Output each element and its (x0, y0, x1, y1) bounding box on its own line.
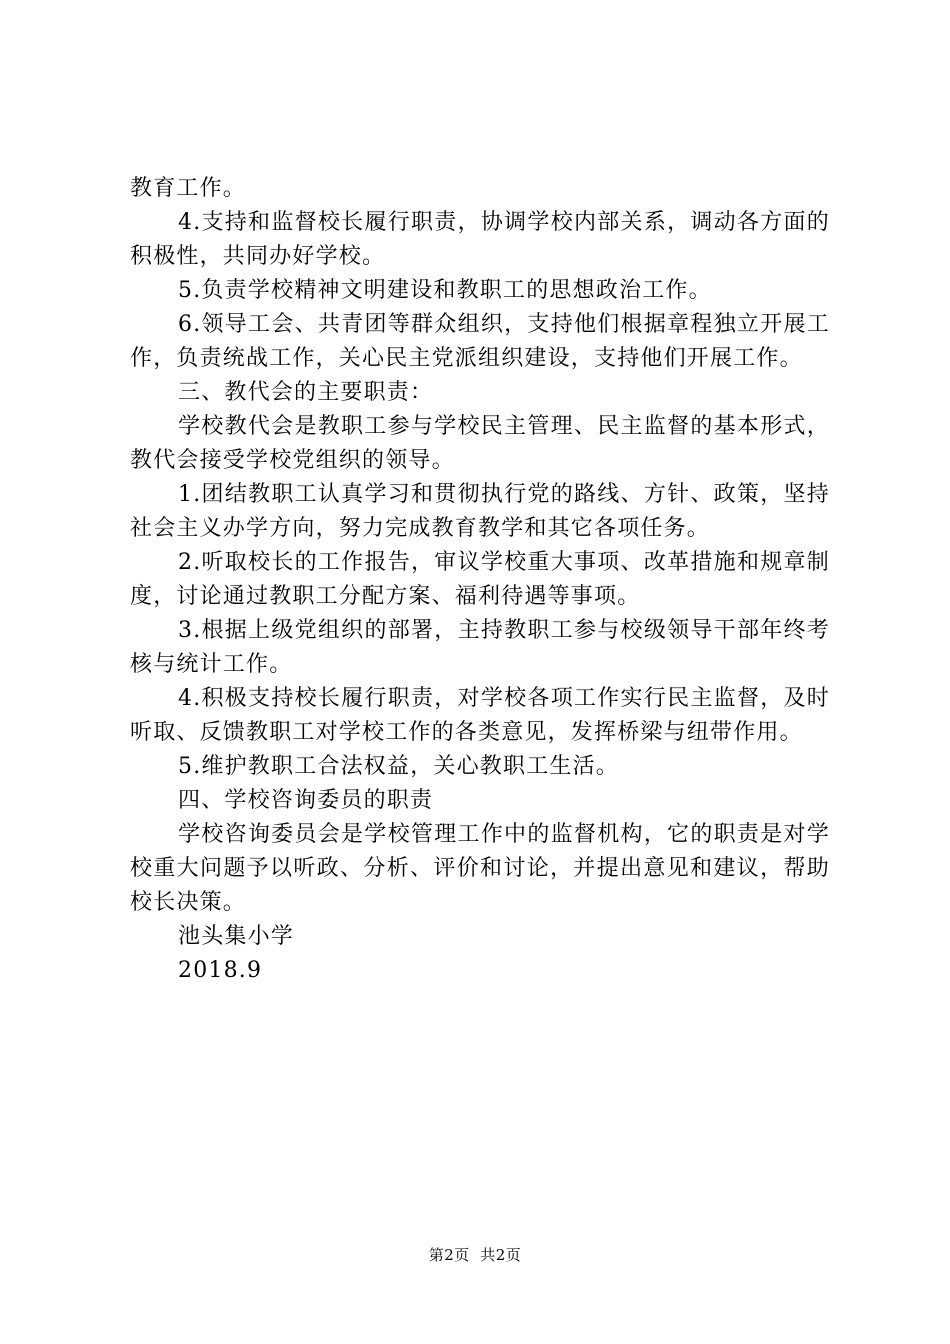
paragraph-congress-item-4: 4.积极支持校长履行职责，对学校各项工作实行民主监督，及时听取、反馈教职工对学校工作的各类意见，发挥桥梁与纽带作用。 (130, 686, 830, 745)
signature-date: 2018.9 (178, 958, 263, 983)
page-footer (0, 1244, 950, 1265)
paragraph-congress-item-1: 1.团结教职工认真学习和贯彻执行党的路线、方针、政策，坚持社会主义办学方向，努力完成教育教学和其它各项任务。 (130, 482, 830, 541)
signature-school-name: 池头集小学 (178, 924, 295, 949)
section-heading-4: 四、学校咨询委员的职责 (178, 788, 434, 813)
paragraph-congress-item-2: 2.听取校长的工作报告，审议学校重大事项、改革措施和规章制度，讨论通过教职工分配方案、福利待遇等事项。 (130, 550, 830, 609)
page-number-label: 第2页 共2页 (428, 1246, 522, 1264)
section-heading-3: 三、教代会的主要职责： (178, 380, 434, 405)
paragraph-advisory-intro: 学校咨询委员会是学校管理工作中的监督机构，它的职责是对学校重大问题予以听政、分析、评价和讨论，并提出意见和建议，帮助校长决策。 (130, 822, 830, 915)
paragraph-congress-intro: 学校教代会是教职工参与学校民主管理、民主监督的基本形式，教代会接受学校党组织的领导。 (130, 414, 830, 473)
paragraph-item-4-support: 4.支持和监督校长履行职责，协调学校内部关系，调动各方面的积极性，共同办好学校。 (130, 210, 830, 269)
paragraph-congress-item-5: 5.维护教职工合法权益，关心教职工生活。 (178, 754, 619, 779)
paragraph-continuation: 教育工作。 (130, 176, 247, 201)
paragraph-item-6-lead: 6.领导工会、共青团等群众组织，支持他们根据章程独立开展工作，负责统战工作，关心民主党派组织建设，支持他们开展工作。 (130, 312, 830, 371)
paragraph-item-5-culture: 5.负责学校精神文明建设和教职工的思想政治工作。 (178, 278, 712, 303)
document-body (130, 172, 830, 988)
paragraph-congress-item-3: 3.根据上级党组织的部署，主持教职工参与校级领导干部年终考核与统计工作。 (130, 618, 830, 677)
